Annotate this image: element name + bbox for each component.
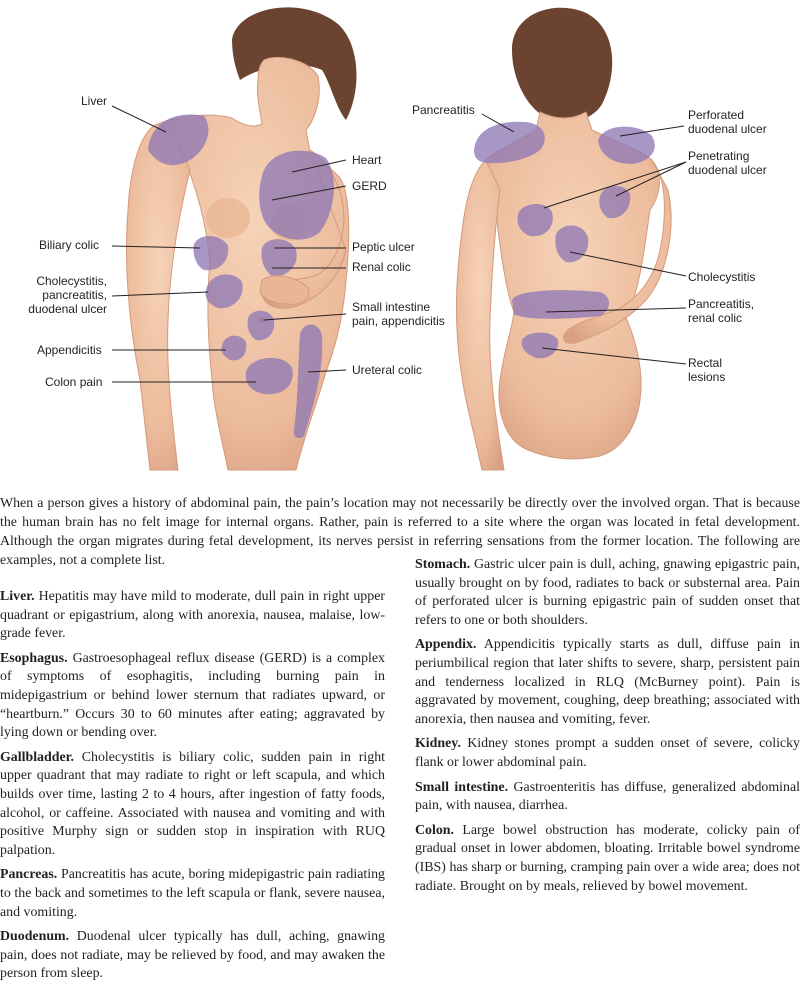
label-pancreatitis-renal-line1: Pancreatitis, [688, 297, 755, 311]
label-perforated-line1: Perforated [688, 108, 745, 122]
entry-text: Gastroenteritis has diffuse, generalized abdominal pain, with nausea, diarrhea. [415, 779, 800, 814]
front-left-arm [127, 124, 191, 470]
label-heart: Heart [352, 153, 382, 167]
entry-term: Colon. [415, 822, 454, 838]
intro-paragraph: When a person gives a history of abdominal pain, the pain’s location may not necessarily be directly over the involved organ. That is because the human brain has no felt image for internal organs. Rather, pain is referred to a site where the organ was located in fetal development. Although the organ migrates during fetal development, its nerves persist in referring sensations from the former location. The following are examples, not a complete list. [0, 496, 800, 568]
label-pancreatitis-back: Pancreatitis [412, 103, 475, 117]
label-small-intestine-line2: pain, appendicitis [352, 314, 445, 328]
entry-term: Liver. [0, 589, 35, 604]
label-rectal-lesions [688, 356, 725, 384]
entry-gallbladder [0, 749, 385, 861]
entries-right-column [415, 556, 800, 902]
label-gerd: GERD [352, 179, 387, 193]
label-liver: Liver [81, 94, 108, 108]
front-figure [127, 7, 357, 470]
back-left-arm [456, 160, 504, 470]
label-penetrating-line1: Penetrating [688, 149, 750, 163]
entry-text: Kidney stones prompt a sudden onset of severe, colicky flank or lower abdominal pain. [415, 736, 800, 770]
region-pancreatitis-renal [512, 290, 609, 319]
front-left-breast [206, 198, 250, 238]
label-colon-pain: Colon pain [45, 375, 103, 389]
label-penetrating-line2: duodenal ulcer [688, 163, 767, 177]
label-cholecystitis-back: Cholecystitis [688, 270, 756, 284]
referred-pain-figure [0, 0, 800, 480]
entry-liver [0, 588, 385, 644]
entry-esophagus [0, 650, 385, 743]
back-body [484, 112, 660, 459]
label-perforated-line2: duodenal ulcer [688, 122, 767, 136]
label-cholecystitis-front-line2: pancreatitis, [42, 288, 107, 302]
entry-term: Pancreas. [0, 867, 58, 883]
label-pancreatitis-renal [688, 297, 754, 325]
back-hair [512, 8, 612, 122]
entry-pancreas [0, 866, 385, 922]
entry-term: Stomach. [415, 557, 471, 572]
entry-text: Hepatitis may have mild to moderate, dull pain in right upper quadrant or epigastrium, along with anorexia, nausea, malaise, low-grade fever. [0, 589, 385, 642]
back-figure [456, 8, 671, 470]
label-cholecystitis-front [20, 274, 107, 316]
label-perforated [688, 108, 767, 136]
entry-term: Gallbladder. [0, 749, 74, 765]
entry-term: Small intestine. [415, 779, 509, 795]
entries-left-column [0, 588, 385, 990]
label-ureteral-colic: Ureteral colic [352, 363, 423, 377]
label-cholecystitis-front-line1: Cholecystitis, [36, 274, 107, 288]
entry-duodenum [0, 928, 385, 984]
entry-text: Large bowel obstruction has moderate, colicky pain of gradual onset in lower abdomen, bloating. Irritable bowel syndrome (IBS) has sharp or burning, cramping pain over a wide area; does not radiate. Brought on by meals, relieved by bowel movement. [415, 822, 800, 894]
entry-small-intestine [415, 779, 800, 816]
entry-term: Duodenum. [0, 929, 70, 945]
region-colon [246, 358, 293, 394]
entry-text: Pancreatitis has acute, boring midepigastric pain radiating to the back and sometimes to the left scapula or flank, severe nausea, and vomiting. [0, 867, 385, 920]
label-appendicitis: Appendicitis [37, 343, 102, 357]
entry-colon [415, 822, 800, 896]
entry-appendix [415, 636, 800, 729]
label-peptic-ulcer: Peptic ulcer [352, 240, 415, 254]
entry-term: Appendix. [415, 637, 477, 653]
label-penetrating [688, 149, 767, 177]
entry-text: Gastroesophageal reflux disease (GERD) is a complex of symptoms of esophagitis, including burning pain in midepigastrium or behind lower sternum that radiates upward, or “heartburn.” Occurs 30 to 60 minutes after eating; aggravated by lying down or bending over. [0, 650, 385, 741]
entry-text: Duodenal ulcer typically has dull, aching, gnawing pain, does not radiate, may be relieved by food, and may awaken the person from sleep. [0, 929, 385, 982]
label-cholecystitis-front-line3: duodenal ulcer [28, 302, 107, 316]
label-small-intestine [352, 300, 445, 328]
entry-term: Esophagus. [0, 650, 68, 666]
entry-text: Appendicitis typically starts as dull, diffuse pain in periumbilical region that later shifts to severe, sharp, persistent pain and tenderness localized in RLQ (McBurney point). Pain is aggravated by movement, coughing, deep breathing; associated with anorexia, then nausea and vomiting, fever. [415, 637, 800, 727]
entry-stomach [415, 556, 800, 630]
entry-text: Cholecystitis is biliary colic, sudden pain in right upper quadrant that may radiate to right or left scapula, and which builds over time, lasting 2 to 4 hours, after ingestion of fatty foods, alcohol, or caffeine. Associated with nausea and vomiting and with positive Murphy sign or sudden stop in inspiration with RUQ palpation. [0, 749, 385, 858]
label-renal-colic: Renal colic [352, 260, 411, 274]
entry-kidney [415, 735, 800, 772]
entry-text: Gastric ulcer pain is dull, aching, gnawing epigastric pain, usually brought on by food, radiates to back or substernal area. Pain of perforated ulcer is burning epigastric pain of sudden onset that refers to one or both shoulders. [415, 557, 800, 628]
label-small-intestine-line1: Small intestine [352, 300, 431, 314]
label-rectal-line1: Rectal [688, 356, 723, 370]
label-rectal-line2: lesions [688, 370, 726, 384]
label-biliary-colic: Biliary colic [39, 238, 100, 252]
label-pancreatitis-renal-line2: renal colic [688, 311, 743, 325]
entry-term: Kidney. [415, 736, 461, 752]
